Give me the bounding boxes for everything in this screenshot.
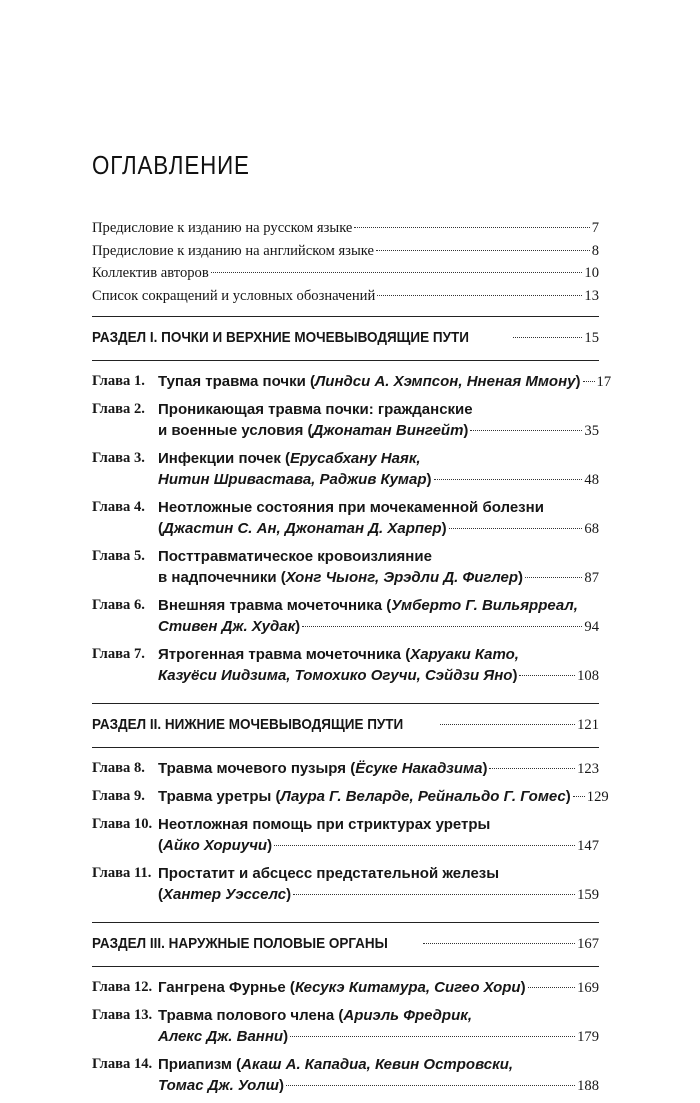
chapter-label: Глава 10. [92, 816, 153, 832]
chapter-label: Глава 9. [92, 788, 145, 804]
chapter-title-part: ) [463, 422, 469, 439]
chapter-title-part: Проникающая травма почки: гражданские [158, 401, 473, 418]
chapter-line [158, 977, 599, 999]
section-heading[interactable] [92, 327, 599, 349]
page-number: 17 [596, 374, 612, 390]
chapter-line [158, 595, 599, 616]
entry-title: Список сокращений и условных обозначений [92, 287, 376, 304]
chapter-line [158, 1005, 599, 1026]
section-title: РАЗДЕЛ III. НАРУЖНЫЕ ПОЛОВЫЕ ОРГАНЫ [92, 935, 388, 952]
chapter-line-text [158, 371, 581, 392]
chapter-entry[interactable] [92, 595, 599, 638]
dot-leader [449, 528, 583, 529]
chapter-title-part: ) [512, 667, 518, 684]
chapter-title-part: ) [518, 569, 523, 586]
dot-leader [525, 577, 582, 578]
chapter-line [158, 399, 599, 420]
chapter-line-text [158, 595, 578, 616]
section-heading[interactable] [92, 714, 599, 736]
chapter-label: Глава 7. [92, 646, 145, 662]
chapter-line-text [158, 469, 432, 490]
page-number: 121 [577, 717, 599, 733]
chapter-entry[interactable] [92, 448, 599, 491]
chapter-line [158, 814, 599, 835]
page-number: 123 [577, 761, 599, 777]
entry-title: Коллектив авторов [92, 265, 209, 281]
chapter-line-text [158, 546, 432, 567]
chapter-line-text [158, 518, 447, 539]
chapter-line-text [158, 977, 526, 998]
section-block [92, 922, 599, 1097]
chapter-authors: Ариэль Фредрик, [343, 1007, 472, 1024]
chapter-title-part: ) [575, 373, 581, 390]
chapter-authors: Линдси А. Хэмпсон, Нненая Ммону [315, 373, 576, 390]
chapter-entry[interactable] [92, 977, 599, 999]
chapter-entry[interactable] [92, 371, 612, 393]
chapter-line [158, 863, 599, 884]
chapter-line-text [158, 1075, 284, 1096]
dot-leader [440, 724, 575, 725]
intro-entries [92, 218, 599, 308]
chapter-authors: Хантер Уэсселс [163, 886, 287, 903]
chapter-entry[interactable] [92, 786, 609, 808]
toc-entry[interactable] [92, 263, 599, 286]
page-title: ОГЛАВЛЕНИЕ [92, 150, 250, 180]
section-chapters [92, 360, 612, 687]
page-number: 48 [584, 472, 599, 488]
chapter-entry[interactable] [92, 644, 599, 687]
chapter-title-part: Приапизм ( [158, 1056, 242, 1073]
chapter-line-text [158, 497, 544, 518]
sections [92, 316, 612, 1097]
chapter-text [158, 786, 609, 808]
section-heading[interactable] [92, 933, 599, 955]
dot-leader [377, 295, 582, 296]
chapter-line [158, 884, 599, 906]
chapter-text [158, 977, 599, 999]
chapter-label: Глава 14. [92, 1056, 153, 1072]
section-block [92, 316, 612, 687]
chapter-authors: Стивен Дж. Худак [158, 618, 296, 635]
chapter-label: Глава 1. [92, 373, 145, 389]
page-number: 129 [586, 789, 609, 805]
dot-leader [489, 768, 575, 769]
toc-entry[interactable] [92, 241, 599, 264]
chapter-entry[interactable] [92, 1005, 599, 1048]
chapter-title-part: Травма уретры ( [158, 788, 281, 805]
chapter-authors: Хонг Чыонг, Эрэдли Д. Фиглер [285, 569, 518, 586]
chapter-line [158, 497, 599, 518]
chapter-title-part: в надпочечники ( [158, 569, 286, 586]
chapter-label: Глава 11. [92, 865, 152, 881]
chapter-line-text [158, 814, 490, 835]
chapter-authors: Джонатан Вингейт [312, 422, 464, 439]
chapter-authors: Казуёси Иидзима, Томохико Огучи, Сэйдзи Яно [158, 667, 513, 684]
table-of-contents [92, 218, 612, 1103]
chapter-title-part: ) [441, 520, 447, 537]
dot-leader [354, 227, 589, 228]
chapter-title-part: ( [158, 520, 163, 537]
chapter-title-part: Гангрена Фурнье ( [158, 979, 295, 996]
chapter-title-part: ) [278, 1077, 284, 1094]
dot-leader [302, 626, 582, 627]
chapter-line [158, 835, 599, 857]
chapter-title-part: ) [283, 1028, 289, 1045]
section-block [92, 703, 609, 906]
chapter-text [158, 814, 599, 857]
chapter-label: Глава 8. [92, 760, 145, 776]
chapter-label: Глава 4. [92, 499, 145, 515]
chapter-line [158, 546, 599, 567]
chapter-line [158, 518, 599, 540]
page-number: 167 [577, 936, 599, 952]
chapter-line-text [158, 758, 487, 779]
section-chapters [92, 966, 599, 1097]
dot-leader [293, 894, 575, 895]
toc-entry[interactable] [92, 218, 599, 241]
chapter-text [158, 546, 599, 589]
chapter-authors: Нитин Шривастава, Раджив Кумар [158, 471, 427, 488]
chapter-line [158, 469, 599, 491]
dot-leader [519, 675, 575, 676]
page-number: 15 [584, 330, 599, 346]
chapter-text [158, 371, 611, 393]
chapter-line-text [158, 399, 473, 420]
chapter-authors: Ерусабхану Наяк, [290, 450, 421, 467]
toc-entry[interactable] [92, 286, 599, 309]
chapter-title-part: Тупая травма почки ( [158, 373, 315, 390]
chapter-authors: Акаш А. Кападиа, Кевин Островски, [241, 1056, 514, 1073]
chapter-entry[interactable] [92, 399, 599, 442]
chapter-text [158, 1005, 599, 1048]
chapter-title-part: и военные условия ( [158, 422, 313, 439]
page-number: 188 [577, 1078, 599, 1094]
page-number: 94 [584, 619, 599, 635]
dot-leader [274, 845, 575, 846]
chapter-title-part: Неотложная помощь при стриктурах уретры [158, 816, 491, 833]
chapter-title-part: Травма полового члена ( [158, 1007, 344, 1024]
chapter-line-text [158, 644, 519, 665]
chapter-entry[interactable] [92, 814, 599, 857]
chapter-authors: Кесукэ Китамура, Сигео Хори [294, 979, 521, 996]
chapter-title-part: ) [520, 979, 526, 996]
chapter-label: Глава 2. [92, 401, 145, 417]
chapter-label: Глава 13. [92, 1007, 153, 1023]
chapter-title-part: ) [286, 886, 292, 903]
chapter-line [158, 448, 599, 469]
chapter-authors: Томас Дж. Уолш [158, 1077, 279, 1094]
page-number: 147 [577, 838, 599, 854]
chapter-title-part: Ятрогенная травма мочеточника ( [158, 646, 411, 663]
chapter-line-text [158, 1026, 288, 1047]
dot-leader [528, 987, 576, 988]
chapter-title-part: Внешняя травма мочеточника ( [158, 597, 392, 614]
chapter-text [158, 497, 599, 540]
chapter-text [158, 399, 599, 442]
chapter-label: Глава 5. [92, 548, 145, 564]
chapter-text [158, 448, 599, 491]
dot-leader [583, 381, 595, 382]
chapter-text [158, 758, 599, 780]
dot-leader [434, 479, 583, 480]
dot-leader [573, 796, 585, 797]
page-number: 35 [584, 423, 599, 439]
page-number: 8 [591, 242, 599, 259]
chapter-line [158, 644, 599, 665]
chapter-title-part: Неотложные состояния при мочекаменной болезни [158, 499, 544, 516]
page-number: 7 [591, 220, 599, 236]
dot-leader [513, 337, 583, 338]
chapter-line [158, 1054, 599, 1075]
section-chapters [92, 747, 609, 906]
dot-leader [376, 250, 590, 251]
chapter-line-text [158, 786, 571, 807]
chapter-authors: Джастин С. Ан, Джонатан Д. Харпер [163, 520, 442, 537]
page-number: 179 [577, 1029, 599, 1045]
chapter-title-part: ) [482, 760, 488, 777]
chapter-line-text [158, 1005, 472, 1026]
chapter-line-text [158, 420, 468, 441]
chapter-line-text [158, 884, 291, 905]
chapter-line [158, 371, 611, 393]
chapter-entry[interactable] [92, 546, 599, 589]
chapter-title-part: ) [267, 837, 273, 854]
chapter-text [158, 863, 599, 906]
chapter-label: Глава 12. [92, 979, 153, 995]
chapter-line [158, 786, 609, 808]
chapter-line-text [158, 448, 421, 469]
chapter-line [158, 1026, 599, 1048]
chapter-title-part: Травма мочевого пузыря ( [158, 760, 356, 777]
chapter-line [158, 758, 599, 780]
chapter-line-text [158, 863, 499, 884]
page-number: 87 [584, 570, 599, 586]
chapter-title-part: ) [426, 471, 432, 488]
dot-leader [470, 430, 582, 431]
chapter-line [158, 665, 599, 687]
chapter-line-text [158, 616, 300, 637]
chapter-title-part: Посттравматическое кровоизлияние [158, 548, 432, 565]
chapter-authors: Ёсуке Накадзима [355, 760, 483, 777]
chapter-line-text [158, 665, 517, 686]
section-title: РАЗДЕЛ I. ПОЧКИ И ВЕРХНИЕ МОЧЕВЫВОДЯЩИЕ ПУТИ [92, 329, 469, 346]
chapter-entry[interactable] [92, 758, 599, 780]
chapter-authors: Умберто Г. Вильярреал, [391, 597, 578, 614]
dot-leader [286, 1085, 575, 1086]
page-number: 169 [577, 980, 599, 996]
page-number: 10 [584, 265, 599, 281]
dot-leader [211, 272, 583, 273]
chapter-text [158, 595, 599, 638]
section-title: РАЗДЕЛ II. НИЖНИЕ МОЧЕВЫВОДЯЩИЕ ПУТИ [92, 716, 404, 733]
chapter-entry[interactable] [92, 863, 599, 906]
chapter-title-part: ) [565, 788, 571, 805]
chapter-line-text [158, 835, 272, 856]
chapter-title-part: ) [295, 618, 301, 635]
chapter-label: Глава 3. [92, 450, 145, 466]
chapter-text [158, 1054, 599, 1097]
chapter-line-text [158, 567, 523, 588]
chapter-label: Глава 6. [92, 597, 145, 613]
chapter-title-part: Инфекции почек ( [158, 450, 291, 467]
chapter-entry[interactable] [92, 1054, 599, 1097]
chapter-line-text [158, 1054, 513, 1075]
chapter-title-part: ( [158, 886, 163, 903]
chapter-authors: Айко Хориучи [163, 837, 268, 854]
chapter-line [158, 616, 599, 638]
chapter-line [158, 567, 599, 589]
chapter-title-part: Простатит и абсцесс предстательной железы [158, 865, 500, 882]
chapter-authors: Харуаки Като, [410, 646, 519, 663]
dot-leader [290, 1036, 575, 1037]
chapter-entry[interactable] [92, 497, 599, 540]
chapter-authors: Лаура Г. Веларде, Рейнальдо Г. Гомес [280, 788, 566, 805]
chapter-title-part: ( [158, 837, 163, 854]
chapter-text [158, 644, 599, 687]
page-number: 68 [584, 521, 599, 537]
page-number: 13 [584, 287, 599, 304]
page-number: 159 [577, 887, 599, 903]
page-number: 108 [577, 668, 599, 684]
chapter-line [158, 1075, 599, 1097]
chapter-authors: Алекс Дж. Ванни [158, 1028, 284, 1045]
entry-title: Предисловие к изданию на русском языке [92, 220, 353, 236]
entry-title: Предисловие к изданию на английском языке [92, 242, 374, 259]
chapter-line [158, 420, 599, 442]
dot-leader [423, 943, 575, 944]
